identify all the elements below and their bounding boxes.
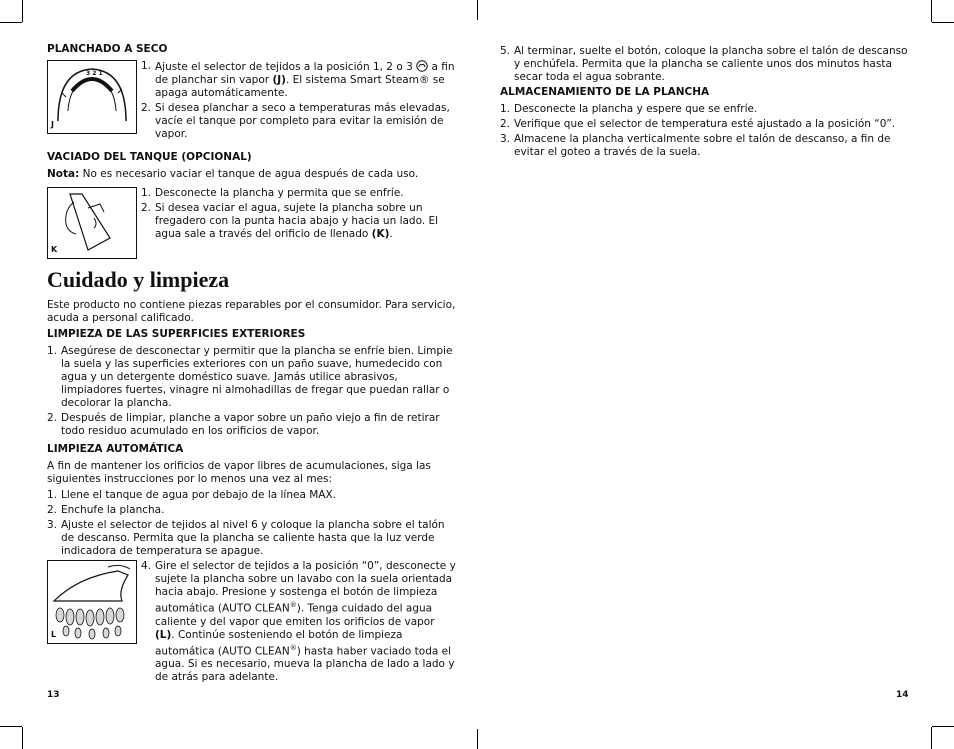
center-fold-mark <box>477 729 478 749</box>
tank-drain-steps <box>141 187 457 243</box>
figure-label-k: K <box>51 245 58 254</box>
section-heading-storage: ALMACENAMIENTO DE LA PLANCHA <box>500 86 710 98</box>
auto-clean-step5 <box>500 45 910 84</box>
note: Nota: No es necesario vaciar el tanque de agua después de cada uso. <box>47 168 419 180</box>
care-intro: Este producto no contiene piezas reparables por el consumidor. Para servicio, acuda a personal calificado. <box>47 299 456 324</box>
crop-mark <box>0 726 22 727</box>
figure-j-dial <box>47 60 137 134</box>
dial-numbers: 3 2 1 <box>86 70 103 77</box>
list-item: 2. Verifique que el selector de temperatura esté ajustado a la posición “0”. <box>500 118 896 130</box>
tank-drain-block <box>47 187 457 259</box>
auto-clean-steps <box>47 489 457 558</box>
crop-mark <box>932 726 954 727</box>
section-heading-dry-ironing: PLANCHADO A SECO <box>47 43 168 55</box>
list-item: 2. Después de limpiar, planche a vapor sobre un paño viejo a fin de retirar todo residuo acumulado en los orificios de vapor. <box>47 412 440 437</box>
list-item: 1. Desconecte la plancha y espere que se enfríe. <box>500 103 758 115</box>
page-number-right: 14 <box>896 690 909 700</box>
dry-ironing-block <box>47 60 457 143</box>
figure-l-auto-clean <box>47 560 137 644</box>
page-14 <box>500 45 910 161</box>
section-heading-exterior: LIMPIEZA DE LAS SUPERFICIES EXTERIORES <box>47 328 306 340</box>
section-heading-auto-clean: LIMPIEZA AUTOMÁTICA <box>47 443 184 455</box>
iron-steam-illustration <box>48 561 136 643</box>
center-fold-mark <box>477 0 478 20</box>
crop-mark <box>932 22 954 23</box>
section-title-care: Cuidado y limpieza <box>47 267 230 292</box>
list-item: 1. Llene el tanque de agua por debajo de la línea MAX. <box>47 489 336 501</box>
crop-mark <box>0 22 22 23</box>
steam-off-icon <box>416 60 428 72</box>
exterior-steps <box>47 345 457 438</box>
list-item: 1. Asegúrese de desconectar y permitir que la plancha se enfríe bien. Limpie la suela y las superficies exteriores con un paño suave, humedecido con agua y un detergente doméstico suave. Jamás utilice abrasivos, limpiadores fuertes, vinagre ni almohadillas de fregar que puedan rallar o decolorar la plancha. <box>47 345 453 409</box>
auto-clean-step4 <box>141 560 457 686</box>
crop-mark <box>22 0 23 22</box>
crop-mark <box>931 727 932 749</box>
list-item: 2. Si desea vaciar el agua, sujete la plancha sobre un fregadero con la punta hacia abajo y hacia un lado. El agua sale a través del orificio de llenado (K). <box>141 202 439 240</box>
iron-drain-illustration <box>48 188 136 258</box>
list-item: 5. Al terminar, suelte el botón, coloque la plancha sobre el talón de descanso y enchúfela. Permita que la plancha se caliente unos dos minutos hasta secar toda el agua sobrante. <box>500 45 908 83</box>
list-item: 2. Si desea planchar a seco a temperaturas más elevadas, vacíe el tanque por completo para evitar la emisión de vapor. <box>141 102 450 140</box>
auto-clean-step4-block <box>47 560 457 686</box>
list-item: 1. Desconecte la plancha y permita que se enfríe. <box>141 187 404 199</box>
crop-mark <box>22 727 23 749</box>
list-item: 1. Ajuste el selector de tejidos a la posición 1, 2 o 3 a fin de planchar sin vapor (J). El sistema Smart Steam® se apaga automáticamente. <box>141 60 455 99</box>
dry-ironing-steps <box>141 60 457 143</box>
crop-mark <box>931 0 932 22</box>
list-item: 4. Gire el selector de tejidos a la posición “0”, desconecte y sujete la plancha sobre un lavabo con la suela orientada hacia abajo. Presione y sostenga el botón de limpieza automática (AUTO CLEAN®). Tenga cuidado del agua caliente y del vapor que emiten los orificios de vapor (L). Continúe sosteniendo el botón de limpieza automática (AUTO CLEAN®) hasta haber vaciado toda el agua. Si es necesario, mueva la plancha de lado a lado y de atrás para adelante. <box>141 560 456 683</box>
page-13 <box>47 43 457 690</box>
figure-label-l: L <box>51 630 57 639</box>
auto-clean-intro: A fin de mantener los orificios de vapor libres de acumulaciones, siga las siguientes instrucciones por lo menos una vez al mes: <box>47 460 431 485</box>
list-item: 2. Enchufe la plancha. <box>47 504 165 516</box>
list-item: 3. Almacene la plancha verticalmente sobre el talón de descanso, a fin de evitar el goteo a través de la suela. <box>500 133 891 158</box>
page-number-left: 13 <box>47 690 60 700</box>
storage-steps <box>500 103 910 159</box>
figure-label-j: J <box>51 120 54 129</box>
section-heading-tank-drain: VACIADO DEL TANQUE (OPCIONAL) <box>47 151 252 163</box>
list-item: 3. Ajuste el selector de tejidos al nivel 6 y coloque la plancha sobre el talón de descanso. Permita que la plancha se caliente hasta que la luz verde indicadora de temperatura se apague. <box>47 519 445 557</box>
figure-k-drain <box>47 187 137 259</box>
